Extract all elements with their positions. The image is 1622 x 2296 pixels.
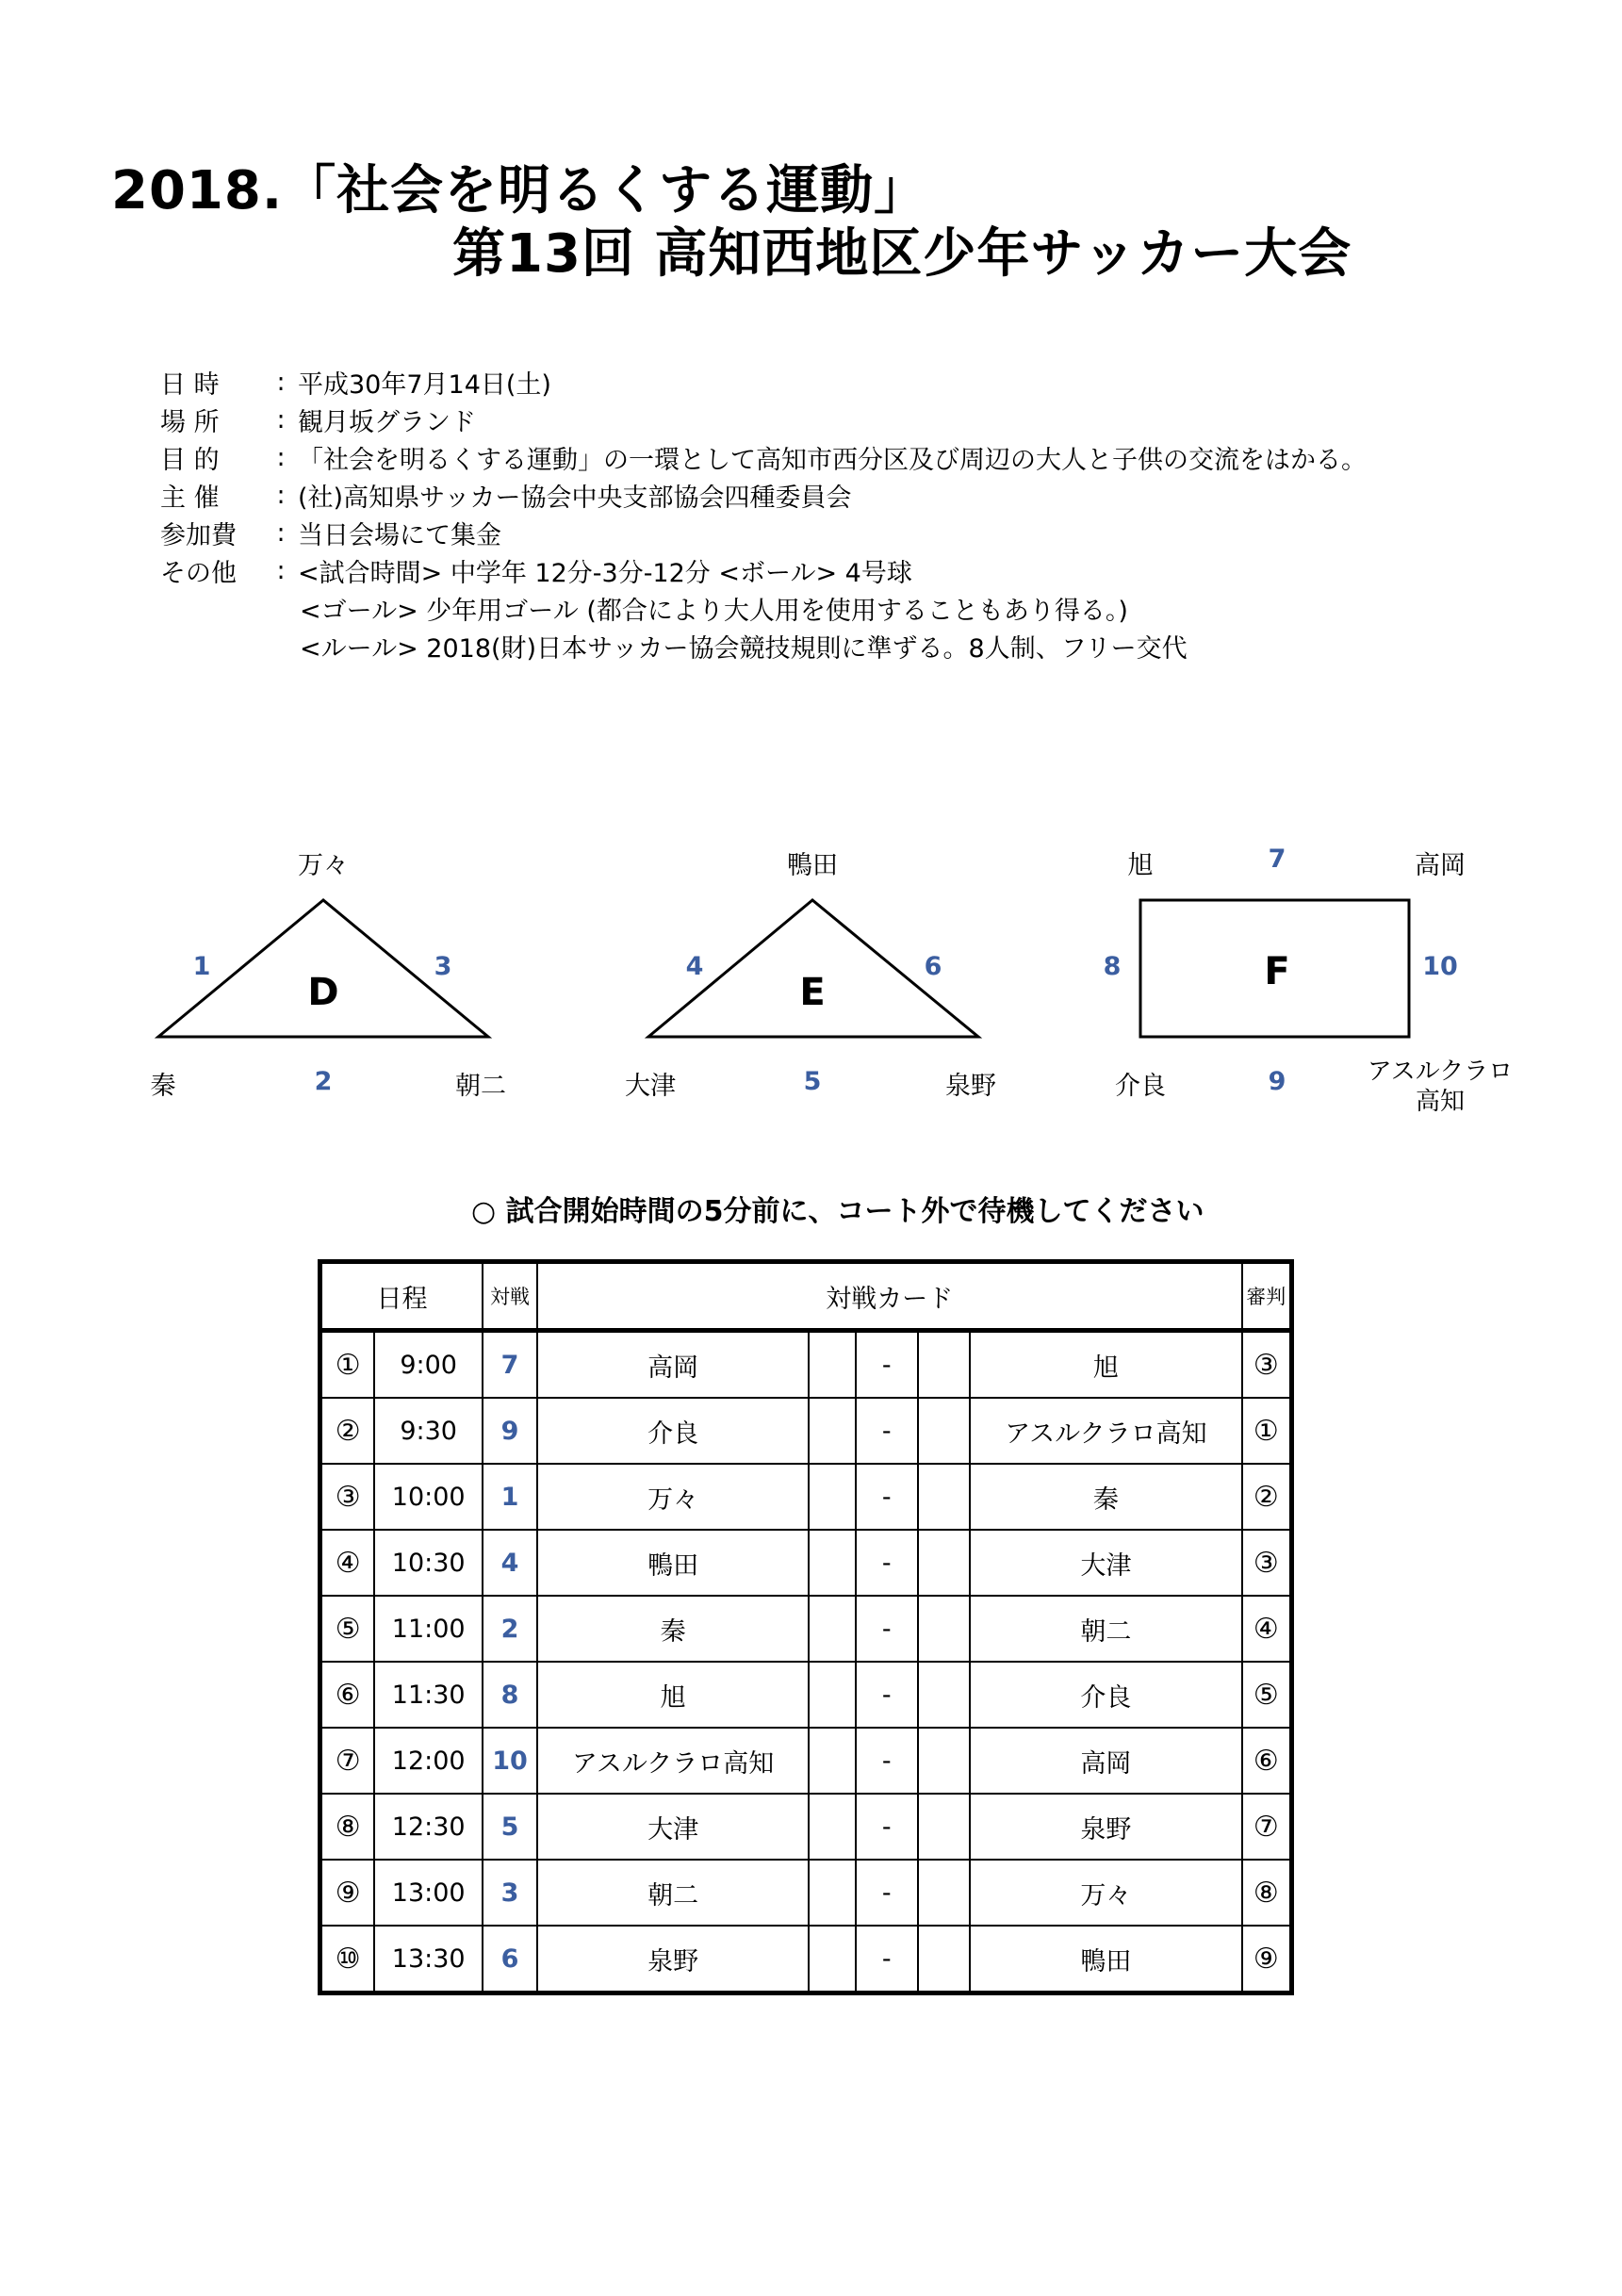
- table-row: [320, 1530, 1292, 1596]
- row-away-score: [918, 1464, 971, 1530]
- table-row: [320, 1331, 1292, 1399]
- header-match: 対戦: [483, 1262, 537, 1331]
- table-row: [320, 1398, 1292, 1464]
- row-number: ④: [320, 1530, 375, 1596]
- row-away-team: 朝二: [970, 1596, 1241, 1662]
- row-match-number: 6: [483, 1926, 537, 1993]
- row-match-number: 7: [483, 1331, 537, 1399]
- info-value: 観月坂グランド: [298, 407, 476, 437]
- group-f-bottom-right-team-line1: アスルクラロ: [1367, 1058, 1514, 1086]
- info-row-other: [160, 551, 1367, 589]
- group-d-left-team: 秦: [150, 1072, 176, 1101]
- row-dash: -: [856, 1331, 918, 1399]
- title-line-2: 第13回 高知西地区少年サッカー大会: [452, 223, 1352, 285]
- group-d-match-left: 1: [192, 952, 211, 981]
- table-row: [320, 1596, 1292, 1662]
- row-number: ⑩: [320, 1926, 375, 1993]
- row-away-score: [918, 1530, 971, 1596]
- info-label: 主 催: [160, 483, 220, 513]
- row-number: ②: [320, 1398, 375, 1464]
- info-row-purpose: [160, 438, 1367, 476]
- group-e-top-team: 鴨田: [787, 851, 838, 880]
- row-match-number: 1: [483, 1464, 537, 1530]
- row-home-score: [809, 1464, 856, 1530]
- table-header-row: [320, 1262, 1292, 1331]
- row-referee: ①: [1242, 1398, 1292, 1464]
- info-label: 場 所: [160, 407, 220, 437]
- row-dash: -: [856, 1596, 918, 1662]
- row-dash: -: [856, 1926, 918, 1993]
- info-colon: :: [276, 404, 286, 435]
- info-row-fee: [160, 514, 1367, 551]
- row-dash: -: [856, 1398, 918, 1464]
- row-time: 9:30: [374, 1398, 483, 1464]
- row-referee: ⑦: [1242, 1794, 1292, 1860]
- group-f-match-left: 8: [1103, 952, 1122, 981]
- row-home-score: [809, 1331, 856, 1399]
- group-e-letter: E: [799, 971, 826, 1014]
- info-label: 日 時: [160, 369, 220, 400]
- row-away-team: アスルクラロ高知: [970, 1398, 1241, 1464]
- row-home-team: 泉野: [537, 1926, 809, 1993]
- row-home-score: [809, 1596, 856, 1662]
- row-referee: ⑥: [1242, 1728, 1292, 1794]
- info-value: (社)高知県サッカー協会中央支部協会四種委員会: [298, 483, 852, 513]
- row-dash: -: [856, 1860, 918, 1926]
- info-colon: :: [276, 442, 286, 472]
- row-number: ⑤: [320, 1596, 375, 1662]
- row-home-score: [809, 1860, 856, 1926]
- row-time: 10:00: [374, 1464, 483, 1530]
- info-row-place: [160, 401, 1367, 438]
- group-d-match-right: 3: [434, 952, 452, 981]
- row-away-score: [918, 1331, 971, 1399]
- info-label: 目 的: [160, 445, 220, 475]
- group-d-right-team: 朝二: [455, 1072, 506, 1101]
- group-d-top-team: 万々: [298, 851, 349, 880]
- row-home-score: [809, 1662, 856, 1728]
- row-home-team: 秦: [537, 1596, 809, 1662]
- table-row: [320, 1926, 1292, 1993]
- row-match-number: 3: [483, 1860, 537, 1926]
- info-colon: :: [276, 555, 286, 585]
- row-number: ⑨: [320, 1860, 375, 1926]
- row-home-team: 朝二: [537, 1860, 809, 1926]
- row-home-team: 大津: [537, 1794, 809, 1860]
- info-colon: :: [276, 480, 286, 510]
- table-row: [320, 1794, 1292, 1860]
- info-rule: <ルール> 2018(財)日本サッカー協会競技規則に準ずる。8人制、フリー交代: [300, 633, 1188, 664]
- row-away-score: [918, 1860, 971, 1926]
- row-number: ③: [320, 1464, 375, 1530]
- group-d-letter: D: [307, 971, 339, 1014]
- row-away-team: 万々: [970, 1860, 1241, 1926]
- row-match-number: 5: [483, 1794, 537, 1860]
- group-d-match-bottom: 2: [314, 1067, 333, 1096]
- title-line-1: 2018.「社会を明るくする運動」: [111, 160, 928, 221]
- row-away-team: 高岡: [970, 1728, 1241, 1794]
- row-home-team: 旭: [537, 1662, 809, 1728]
- row-away-team: 泉野: [970, 1794, 1241, 1860]
- row-away-score: [918, 1794, 971, 1860]
- group-f-match-top: 7: [1268, 845, 1286, 874]
- table-row: [320, 1728, 1292, 1794]
- row-home-score: [809, 1926, 856, 1993]
- row-number: ⑥: [320, 1662, 375, 1728]
- row-dash: -: [856, 1728, 918, 1794]
- table-row: [320, 1464, 1292, 1530]
- row-time: 11:00: [374, 1596, 483, 1662]
- info-colon: :: [276, 367, 286, 397]
- group-e-match-left: 4: [685, 952, 704, 981]
- row-dash: -: [856, 1662, 918, 1728]
- info-value: <試合時間> 中学年 12分-3分-12分 <ボール> 4号球: [298, 558, 912, 588]
- info-row-organizer: [160, 476, 1367, 514]
- header-schedule: 日程: [320, 1262, 483, 1331]
- row-dash: -: [856, 1464, 918, 1530]
- notice-text: ○ 試合開始時間の5分前に、コート外で待機してください: [471, 1195, 1204, 1228]
- info-value: 当日会場にて集金: [298, 520, 501, 550]
- row-number: ①: [320, 1331, 375, 1399]
- row-referee: ⑨: [1242, 1926, 1292, 1993]
- schedule-table: [318, 1259, 1294, 1995]
- row-home-score: [809, 1794, 856, 1860]
- row-dash: -: [856, 1794, 918, 1860]
- row-time: 13:30: [374, 1926, 483, 1993]
- row-away-score: [918, 1596, 971, 1662]
- group-e-match-right: 6: [924, 952, 942, 981]
- row-home-score: [809, 1530, 856, 1596]
- row-home-team: 介良: [537, 1398, 809, 1464]
- row-away-score: [918, 1728, 971, 1794]
- row-away-team: 鴨田: [970, 1926, 1241, 1993]
- row-time: 11:30: [374, 1662, 483, 1728]
- group-f-bottom-right-team-line2: 高知: [1415, 1088, 1466, 1116]
- row-home-team: アスルクラロ高知: [537, 1728, 809, 1794]
- info-label: 参加費: [160, 520, 237, 550]
- header-card: 対戦カード: [537, 1262, 1242, 1331]
- group-f-match-right: 10: [1422, 952, 1458, 981]
- row-home-team: 万々: [537, 1464, 809, 1530]
- row-match-number: 4: [483, 1530, 537, 1596]
- row-number: ⑧: [320, 1794, 375, 1860]
- info-value: 平成30年7月14日(土): [298, 369, 551, 400]
- row-away-score: [918, 1926, 971, 1993]
- header-referee: 審判: [1242, 1262, 1292, 1331]
- row-home-score: [809, 1728, 856, 1794]
- info-goal: <ゴール> 少年用ゴール (都合により大人用を使用することもあり得る。): [300, 596, 1128, 626]
- row-referee: ④: [1242, 1596, 1292, 1662]
- row-referee: ⑤: [1242, 1662, 1292, 1728]
- row-match-number: 9: [483, 1398, 537, 1464]
- row-home-team: 鴨田: [537, 1530, 809, 1596]
- row-away-score: [918, 1662, 971, 1728]
- row-home-team: 高岡: [537, 1331, 809, 1399]
- row-referee: ③: [1242, 1530, 1292, 1596]
- info-block: [160, 363, 1367, 664]
- row-match-number: 2: [483, 1596, 537, 1662]
- row-home-score: [809, 1398, 856, 1464]
- row-match-number: 8: [483, 1662, 537, 1728]
- row-time: 13:00: [374, 1860, 483, 1926]
- row-dash: -: [856, 1530, 918, 1596]
- info-label: その他: [160, 558, 237, 588]
- group-e-left-team: 大津: [625, 1072, 676, 1101]
- row-number: ⑦: [320, 1728, 375, 1794]
- group-e-right-team: 泉野: [945, 1072, 996, 1101]
- info-colon: :: [276, 517, 286, 548]
- row-away-team: 旭: [970, 1331, 1241, 1399]
- row-time: 12:00: [374, 1728, 483, 1794]
- row-away-team: 大津: [970, 1530, 1241, 1596]
- row-match-number: 10: [483, 1728, 537, 1794]
- row-referee: ⑧: [1242, 1860, 1292, 1926]
- group-f-match-bottom: 9: [1268, 1067, 1286, 1096]
- row-referee: ②: [1242, 1464, 1292, 1530]
- group-f-letter: F: [1264, 950, 1290, 993]
- row-time: 9:00: [374, 1331, 483, 1399]
- group-f-top-left-team: 旭: [1127, 851, 1154, 880]
- row-referee: ③: [1242, 1331, 1292, 1399]
- row-time: 12:30: [374, 1794, 483, 1860]
- row-away-score: [918, 1398, 971, 1464]
- row-time: 10:30: [374, 1530, 483, 1596]
- row-away-team: 秦: [970, 1464, 1241, 1530]
- table-row: [320, 1662, 1292, 1728]
- info-value: 「社会を明るくする運動」の一環として高知市西分区及び周辺の大人と子供の交流をはかる。: [298, 445, 1367, 475]
- group-f-top-right-team: 高岡: [1415, 851, 1466, 880]
- group-e-match-bottom: 5: [803, 1067, 822, 1096]
- info-row-date: [160, 363, 1367, 401]
- group-f-bottom-left-team: 介良: [1115, 1072, 1166, 1101]
- table-row: [320, 1860, 1292, 1926]
- row-away-team: 介良: [970, 1662, 1241, 1728]
